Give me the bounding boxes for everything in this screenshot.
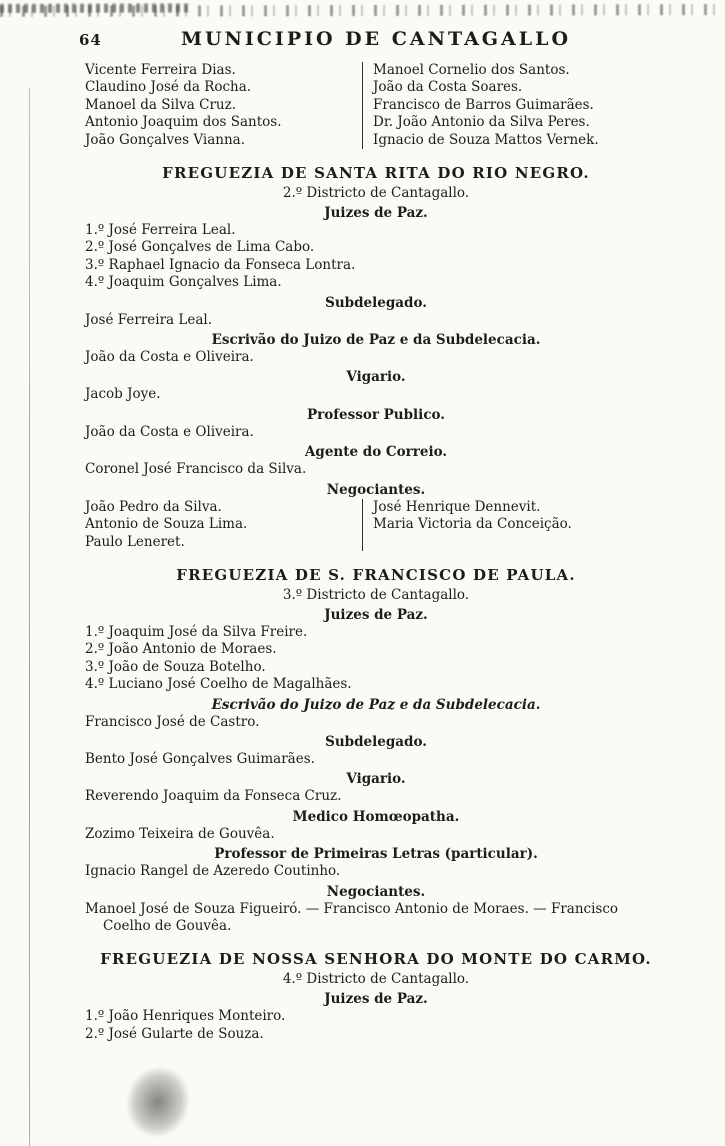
district-subtitle: 4.º Districto de Cantagallo. [282,971,470,988]
person-name: Jacob Joye. [85,386,161,403]
role-heading-negociantes: Negociantes. [326,481,426,498]
section-title: FREGUEZIA DE S. FRANCISCO DE PAULA. [176,565,576,584]
district-subtitle: 2.º Districto de Cantagallo. [282,185,470,202]
person-name: Antonio de Souza Lima. [85,516,248,533]
page-number: 64 [79,31,102,49]
person-name: Manoel Cornelio dos Santos. [373,62,570,78]
section-santa-rita [85,164,667,551]
role-heading-vigario: Vigario. [346,771,406,788]
page-content [79,28,667,1043]
negociantes-paragraph: Manoel José de Souza Figueiró. — Francisco Antonio de Moraes. — Francisco Coelho de Gouvêa. [85,900,619,934]
officials-columns [85,62,667,149]
page-header [79,28,667,54]
person-name: 2.º João Antonio de Moraes. [85,641,277,658]
person-name: Ignacio de Souza Mattos Vernek. [373,131,599,148]
district-subtitle: 3.º Districto de Cantagallo. [282,586,470,603]
role-heading-medico: Medico Homœopatha. [292,808,460,825]
role-heading-professor: Professor Publico. [306,406,446,423]
section-s-francisco [85,566,667,935]
person-name: Ignacio Rangel de Azeredo Coutinho. [85,863,341,880]
person-name: 1.º Joaquim José da Silva Freire. [85,623,308,640]
role-heading-escrivao: Escrivão do Juizo de Paz e da Subdelecacia. [211,332,541,349]
person-name: Francisco José de Castro. [85,713,260,730]
page-title: MUNICIPIO DE CANTAGALLO [180,28,572,50]
role-heading-juizes: Juizes de Paz. [324,205,428,222]
negociantes-columns [85,499,667,551]
person-name: Dr. João Antonio da Silva Peres. [373,114,590,131]
person-name: 3.º João de Souza Botelho. [85,658,266,675]
person-name: 2.º José Gonçalves de Lima Cabo. [85,239,315,256]
section-title: FREGUEZIA DE SANTA RITA DO RIO NEGRO. [162,164,590,183]
person-name: 2.º José Gularte de Souza. [85,1025,264,1042]
role-heading-correio: Agente do Correio. [304,444,448,461]
person-name: Coronel José Francisco da Silva. [85,461,307,478]
role-heading-vigario: Vigario. [346,369,406,386]
person-name: Antonio Joaquim dos Santos. [85,114,282,131]
officials-left-column [85,62,362,149]
person-name: Paulo Leneret. [85,533,185,550]
officials-right-column [362,62,667,149]
role-heading-subdelegado: Subdelegado. [325,294,427,311]
person-name: Claudino José da Rocha. [85,79,252,96]
person-name: Zozimo Teixeira de Gouvêa. [85,825,275,842]
person-name: 4.º Joaquim Gonçalves Lima. [85,274,282,291]
person-name: 1.º José Ferreira Leal. [85,222,236,239]
person-name: Reverendo Joaquim da Fonseca Cruz. [85,788,342,805]
person-name: Bento José Gonçalves Guimarães. [85,750,315,767]
role-heading-professor: Professor de Primeiras Letras (particular). [214,846,538,863]
person-name: João Pedro da Silva. [85,498,222,515]
section-monte-do-carmo [85,950,667,1043]
person-name: João da Costa Soares. [373,79,523,96]
role-heading-subdelegado: Subdelegado. [325,733,427,750]
scan-noise-artifact [0,4,725,17]
person-name: 4.º Luciano José Coelho de Magalhães. [85,676,352,693]
person-name: Francisco de Barros Guimarães. [373,96,594,113]
person-name: 1.º João Henriques Monteiro. [85,1008,286,1025]
person-name: Vicente Ferreira Dias. [85,62,236,78]
person-name: José Ferreira Leal. [85,311,212,328]
negociantes-left-column [85,499,362,551]
person-name: João Gonçalves Vianna. [85,131,245,148]
person-name: João da Costa e Oliveira. [85,423,254,440]
person-name: João da Costa e Oliveira. [85,349,254,366]
person-name: 3.º Raphael Ignacio da Fonseca Lontra. [85,256,356,273]
person-name: José Henrique Dennevit. [373,498,541,515]
role-heading-negociantes: Negociantes. [326,883,426,900]
person-name: Manoel da Silva Cruz. [85,96,237,113]
negociantes-right-column [362,499,667,551]
section-title: FREGUEZIA DE NOSSA SENHORA DO MONTE DO CARMO. [100,950,652,969]
person-name: Maria Victoria da Conceição. [373,516,572,533]
role-heading-juizes: Juizes de Paz. [324,991,428,1008]
scan-gutter-line [29,88,30,1146]
ink-smudge [121,1062,196,1142]
role-heading-juizes: Juizes de Paz. [324,606,428,623]
role-heading-escrivao: Escrivão do Juizo de Paz e da Subdelecacia. [211,696,541,713]
